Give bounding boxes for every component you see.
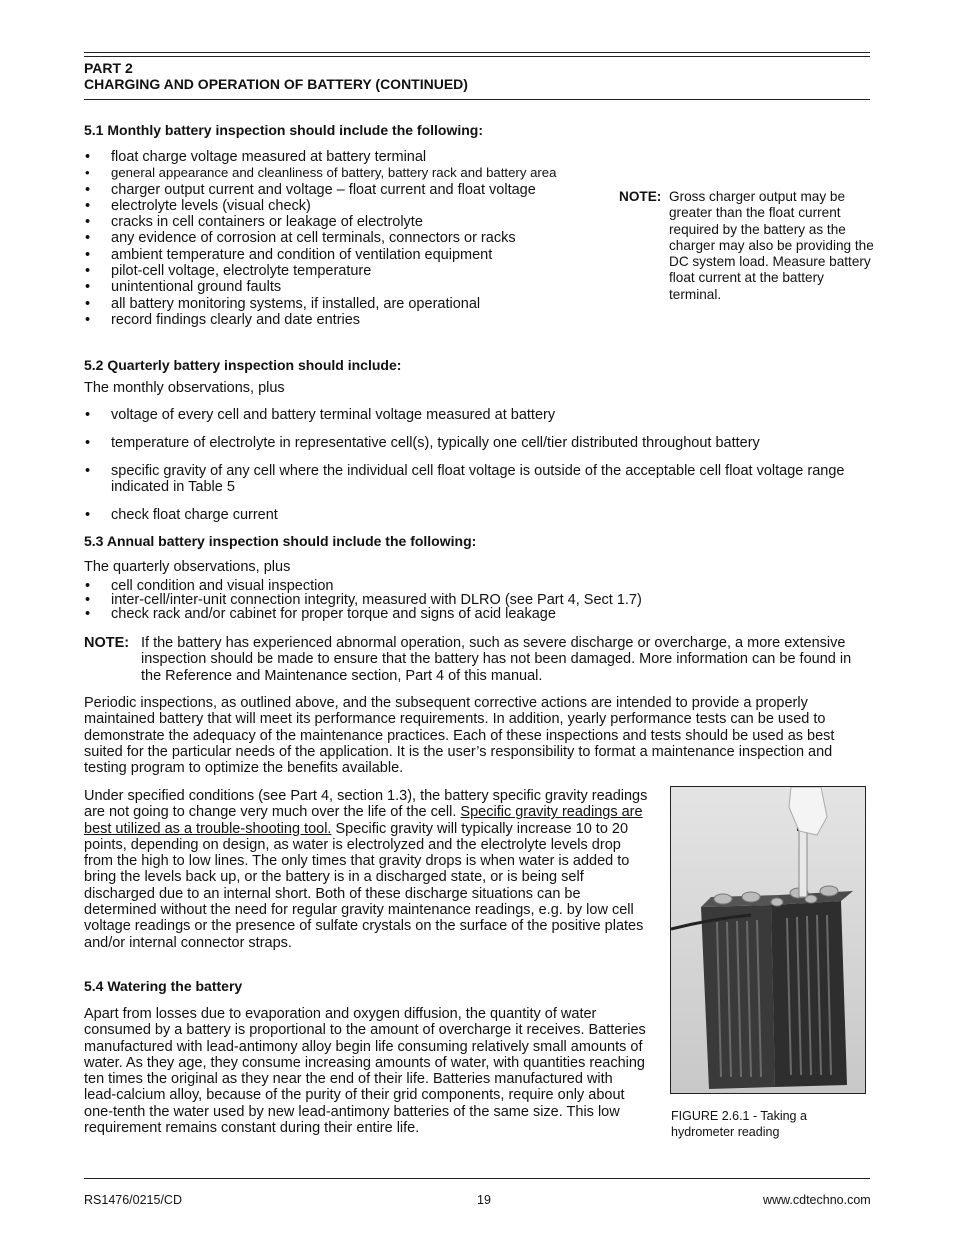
figure-caption: FIGURE 2.6.1 - Taking a hydrometer reading	[671, 1109, 807, 1139]
list-item: • cell condition and visual inspection	[84, 579, 870, 593]
section-5-4-heading: 5.4 Watering the battery	[84, 978, 243, 994]
footer-website: www.cdtechno.com	[763, 1193, 871, 1207]
list-item: • specific gravity of any cell where the individual cell float voltage is outside of the acceptable cell float voltage range indicated in Table 5	[84, 463, 870, 496]
hydrometer-photo	[670, 786, 866, 1094]
list-item: • ambient temperature and condition of ventilation equipment	[84, 247, 644, 263]
list-item: • temperature of electrolyte in representative cell(s), typically one cell/tier distributed throughout battery	[84, 435, 870, 451]
part-label: PART 2	[84, 60, 133, 76]
list-item: • check rack and/or cabinet for proper torque and signs of acid leakage	[84, 607, 870, 621]
list-item: • pilot-cell voltage, electrolyte temperature	[84, 263, 644, 279]
section-5-1-heading: 5.1 Monthly battery inspection should include the following:	[84, 122, 484, 138]
list-item: • record findings clearly and date entries	[84, 312, 644, 328]
list-item: • general appearance and cleanliness of battery, battery rack and battery area	[84, 165, 644, 181]
hydrometer-photo-illustration	[671, 787, 865, 1093]
sg-text-before: Under specified conditions (see Part 4, section 1.3), the battery specific gravity readings are not going to change very much over the life of the cell.	[84, 788, 648, 821]
monthly-list	[84, 149, 644, 328]
part-title: CHARGING AND OPERATION OF BATTERY (CONTINUED)	[84, 76, 468, 92]
list-item: • float charge voltage measured at battery terminal	[84, 149, 644, 165]
quarterly-intro: The monthly observations, plus	[84, 380, 285, 396]
list-item: • inter-cell/inter-unit connection integrity, measured with DLRO (see Part 4, Sect 1.7)	[84, 593, 870, 607]
note-text: If the battery has experienced abnormal operation, such as severe discharge or overcharge, a more extensive inspection should be made to ensure that the battery has not been damaged. More information can be found in the Reference and Maintenance section, Part 4 of this manual.	[141, 635, 852, 684]
list-item: • unintentional ground faults	[84, 279, 644, 295]
quarterly-list	[84, 407, 870, 524]
note-label: NOTE:	[619, 189, 662, 204]
sg-text-after: Specific gravity will typically increase 10 to 20 points, depending on design, as water is electrolyzed and the electrolyte levels drop from the high to low lines. The only times that gravity drops is when water is added to bring the levels back up, or the battery is in a discharged state, or is being self discharged due to an internal short. Both of these discharge situations can be determined without the need for regular gravity maintenance readings, e.g. by low cell voltage readings or the presence of sulfate crystals on the surface of the positive plates and/or internal connector straps.	[84, 820, 644, 951]
top-rule-2	[84, 56, 870, 57]
list-item: • cracks in cell containers or leakage of electrolyte	[84, 214, 644, 230]
annual-list	[84, 579, 870, 621]
footer-doc-id: RS1476/0215/CD	[84, 1193, 182, 1207]
section-5-2-heading: 5.2 Quarterly battery inspection should include:	[84, 357, 402, 373]
periodic-paragraph: Periodic inspections, as outlined above, and the subsequent corrective actions are intended to provide a properly maintained battery that will meet its performance requirements. In addition, yearly performance tests can be used to demonstrate the adequacy of the maintenance practices. Each of these inspections and tests should be used as best suited for the particular needs of the application. It is the user’s responsibility to format a maintenance inspection and testing program to optimize the benefits available.	[84, 695, 835, 777]
top-rule-1	[84, 52, 870, 53]
list-item: • check float charge current	[84, 507, 870, 523]
header-bottom-rule	[84, 99, 870, 100]
list-item: • electrolyte levels (visual check)	[84, 198, 644, 214]
note-label: NOTE:	[84, 635, 130, 651]
watering-paragraph: Apart from losses due to evaporation and oxygen diffusion, the quantity of water consumed by a battery is proportional to the amount of overcharge it receives. Batteries manufactured with lead-antimony alloy begin life consuming relatively small amounts of water. As they age, they consume increasing amounts of water, with quantities reaching ten times the original as they near the end of their life. Batteries manufactured with lead-calcium alloy, because of the purity of their grid components, require only about one-tenth the water used by new lead-antimony batteries of the same size. This low requirement remains constant during their entire life.	[84, 1006, 646, 1137]
section-5-3-heading: 5.3 Annual battery inspection should include the following:	[84, 533, 477, 549]
sg-underlined-text: Specific gravity readings are best utilized as a trouble-shooting tool.	[84, 804, 643, 837]
footer-page-number: 19	[477, 1193, 491, 1207]
specific-gravity-paragraph	[84, 788, 648, 951]
list-item: • charger output current and voltage – float current and float voltage	[84, 182, 644, 198]
list-item: • any evidence of corrosion at cell terminals, connectors or racks	[84, 230, 644, 246]
list-item: • voltage of every cell and battery terminal voltage measured at battery	[84, 407, 870, 423]
footer-rule	[84, 1178, 870, 1179]
note-text: Gross charger output may be greater than the float current required by the battery as the charger may also be providing the DC system load. Measure battery float current at the battery terminal.	[669, 189, 874, 302]
annual-intro: The quarterly observations, plus	[84, 559, 291, 575]
list-item: • all battery monitoring systems, if installed, are operational	[84, 296, 644, 312]
